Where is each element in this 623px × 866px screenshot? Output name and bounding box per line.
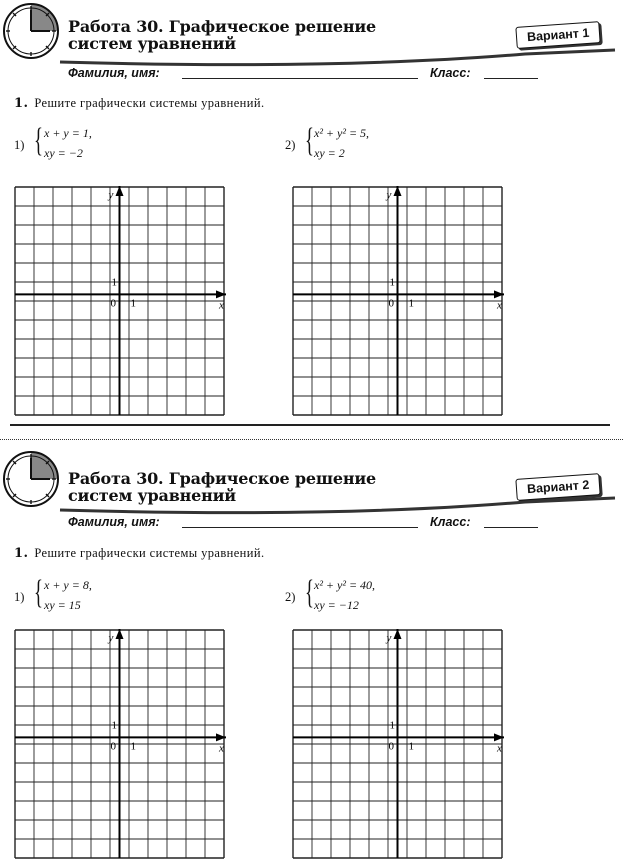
y-axis-label: y [108, 189, 114, 201]
system-2-equations: x² + y² = 5, xy = 2 [314, 126, 370, 160]
origin-label: 0 [388, 740, 394, 753]
system-number: 2) [285, 138, 296, 152]
name-field[interactable] [182, 78, 418, 79]
y-axis-label: y [386, 189, 392, 201]
y-axis-label: y [386, 632, 392, 644]
system-brace: { [305, 122, 314, 159]
name-field[interactable] [182, 527, 418, 528]
class-label: Класс: [430, 66, 471, 80]
coordinate-grid[interactable] [292, 629, 506, 857]
coordinate-grid[interactable] [14, 186, 228, 414]
grid-svg [292, 186, 505, 418]
clock-icon [0, 448, 62, 510]
task-heading: 1. Решите графически системы уравнений. [14, 96, 265, 111]
origin-label: 0 [110, 297, 116, 310]
origin-label: 0 [110, 740, 116, 753]
x-unit-label: 1 [130, 297, 136, 310]
x-axis-label: x [497, 299, 502, 312]
class-field[interactable] [484, 78, 538, 79]
coordinate-grid[interactable] [292, 186, 506, 414]
x-axis-label: x [497, 742, 502, 755]
origin-label: 0 [388, 297, 394, 310]
variant-badge: Вариант 2 [515, 473, 601, 501]
system-number: 2) [285, 590, 296, 604]
class-label: Класс: [430, 515, 471, 529]
y-unit-label: 1 [111, 276, 117, 289]
page-title: Работа 30. Графическое решение систем уравнений [68, 469, 377, 505]
page-title: Работа 30. Графическое решение систем уравнений [68, 17, 377, 53]
section-rule [10, 424, 610, 426]
task-heading: 1. Решите графически системы уравнений. [14, 546, 265, 561]
x-axis-label: x [219, 742, 224, 755]
grid-svg [292, 629, 505, 861]
system-1-equations: x + y = 1, xy = −2 [44, 126, 92, 160]
x-unit-label: 1 [408, 740, 414, 753]
y-unit-label: 1 [389, 719, 395, 732]
x-unit-label: 1 [408, 297, 414, 310]
name-label: Фамилия, имя: [68, 66, 160, 80]
y-unit-label: 1 [111, 719, 117, 732]
system-brace: { [34, 122, 43, 159]
x-unit-label: 1 [130, 740, 136, 753]
name-label: Фамилия, имя: [68, 515, 160, 529]
x-axis-label: x [219, 299, 224, 312]
system-number: 1) [14, 590, 25, 604]
system-number: 1) [14, 138, 25, 152]
system-1-equations: x + y = 8, xy = 15 [44, 578, 92, 612]
system-brace: { [34, 574, 43, 611]
coordinate-grid[interactable] [14, 629, 228, 857]
cut-line [0, 439, 623, 440]
grid-svg [14, 186, 227, 418]
y-unit-label: 1 [389, 276, 395, 289]
variant-badge: Вариант 1 [515, 21, 601, 49]
system-brace: { [305, 574, 314, 611]
y-axis-label: y [108, 632, 114, 644]
grid-svg [14, 629, 227, 861]
system-2-equations: x² + y² = 40, xy = −12 [314, 578, 376, 612]
clock-icon [0, 0, 62, 62]
class-field[interactable] [484, 527, 538, 528]
